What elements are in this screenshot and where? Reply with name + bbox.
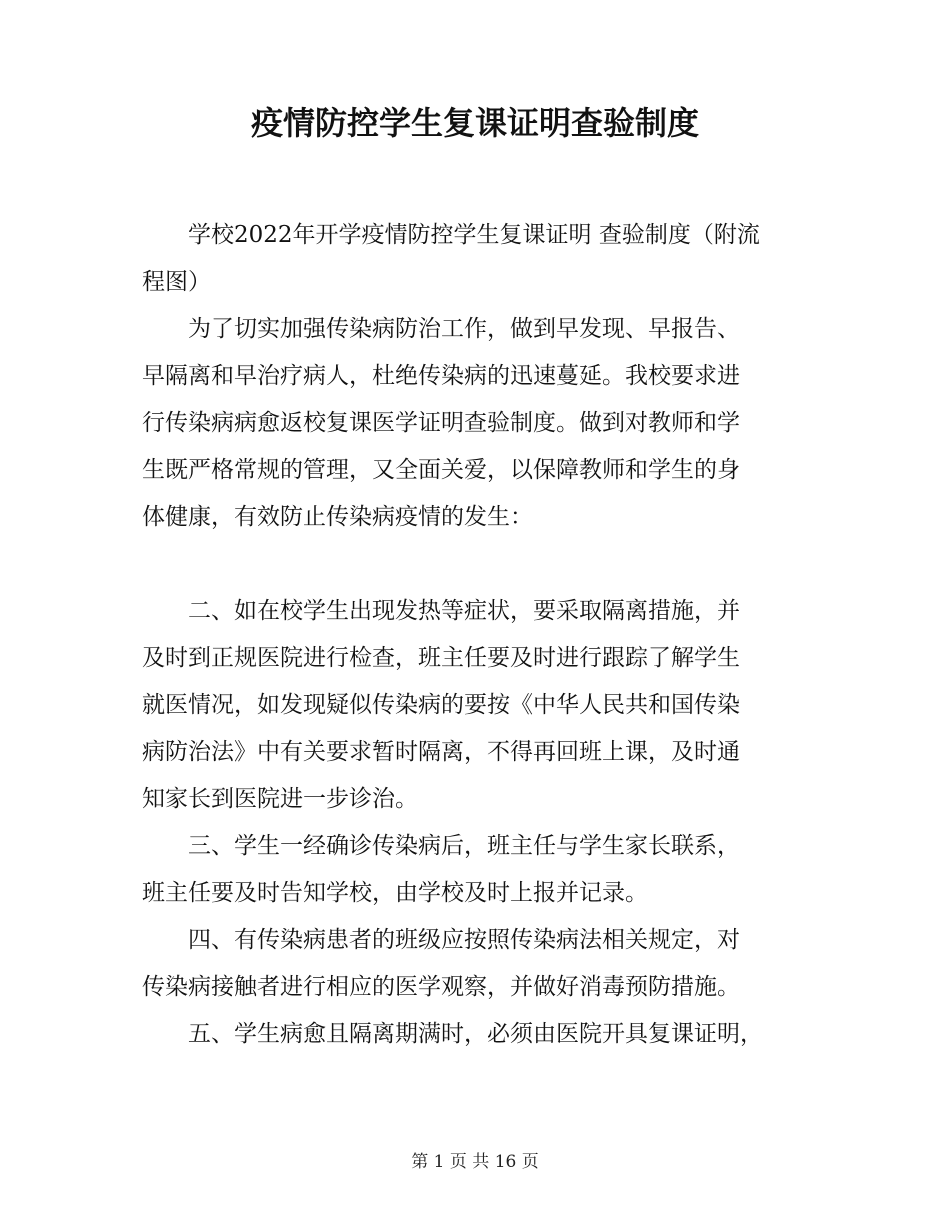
paragraph-line: 病防治法》中有关要求暂时隔离，不得再回班上课，及时通 <box>142 739 740 765</box>
paragraph-item-2 <box>142 588 807 823</box>
paragraph-spacer <box>142 541 807 588</box>
paragraph-line: 传染病接触者进行相应的医学观察，并做好消毒预防措施。 <box>142 974 740 1000</box>
paragraph-item-5 <box>142 1011 807 1058</box>
paragraph-item-4 <box>142 917 807 1011</box>
paragraph-line: 三、学生一经确诊传染病后，班主任与学生家长联系， <box>188 833 740 859</box>
paragraph-line: 就医情况，如发现疑似传染病的要按《中华人民共和国传染 <box>142 692 740 718</box>
paragraph-line: 早隔离和早治疗病人，杜绝传染病的迅速蔓延。我校要求进 <box>142 363 740 389</box>
paragraph-line: 程图） <box>142 269 211 295</box>
paragraph-item-3 <box>142 823 807 917</box>
document-title: 疫情防控学生复课证明查验制度 <box>250 104 699 142</box>
paragraph-line: 四、有传染病患者的班级应按照传染病法相关规定，对 <box>188 927 740 953</box>
paragraph-line: 及时到正规医院进行检查，班主任要及时进行跟踪了解学生 <box>142 645 740 671</box>
page-number-footer: 第 1 页 共 16 页 <box>411 1152 539 1172</box>
paragraph-line: 行传染病病愈返校复课医学证明查验制度。做到对教师和学 <box>142 410 740 436</box>
paragraph-line: 五、学生病愈且隔离期满时，必须由医院开具复课证明， <box>188 1021 763 1047</box>
paragraph-line: 生既严格常规的管理，又全面关爱，以保障教师和学生的身 <box>142 457 740 483</box>
paragraph-purpose <box>142 306 807 541</box>
paragraph-line: 班主任要及时告知学校，由学校及时上报并记录。 <box>142 880 648 906</box>
paragraph-line: 为了切实加强传染病防治工作，做到早发现、早报告、 <box>188 316 740 342</box>
paragraph-line: 知家长到医院进一步诊治。 <box>142 786 418 812</box>
paragraph-intro <box>142 212 807 306</box>
paragraph-line: 体健康，有效防止传染病疫情的发生： <box>142 504 533 530</box>
document-body <box>142 212 807 1058</box>
paragraph-line: 二、如在校学生出现发热等症状，要采取隔离措施，并 <box>188 598 740 624</box>
paragraph-line: 学校2022年开学疫情防控学生复课证明 查验制度（附流 <box>188 222 760 248</box>
